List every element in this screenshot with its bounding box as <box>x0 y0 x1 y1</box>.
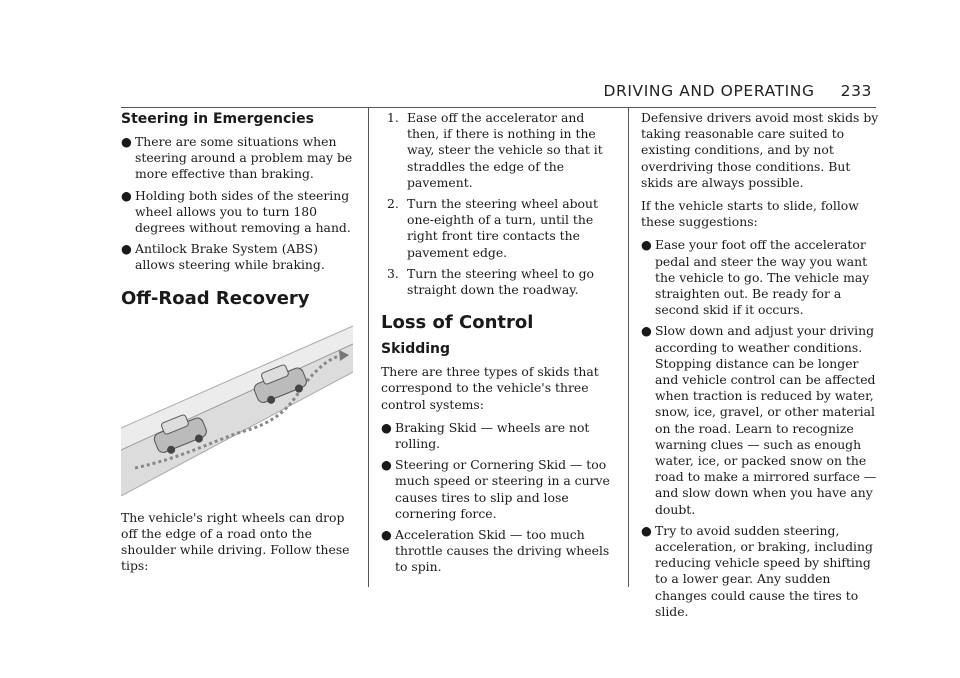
bullet-icon: ● <box>381 527 392 543</box>
list-item: ● Slow down and adjust your driving according to weather conditions. Stopping distance can be longer and vehicle control can be affected when traction is reduced by water, snow, ice, gravel, or other material on the road. Learn to recognize warning clues — such as enough water, ice, or packed snow on the road to make a mirrored surface — and slow down when you have any doubt. <box>641 323 877 517</box>
page-header <box>603 82 872 100</box>
step-number: 3. <box>387 265 399 281</box>
list-item: ● Acceleration Skid — too much throttle causes the driving wheels to spin. <box>381 527 610 575</box>
bullet-list <box>641 237 879 620</box>
heading-skidding: Skidding <box>381 341 451 358</box>
paragraph: The vehicle's right wheels can drop off the edge of a road onto the shoulder while driving. Follow these tips: <box>121 509 350 574</box>
bullet-list <box>121 134 354 274</box>
list-item: ● There are some situations when steering around a problem may be more effective than braking. <box>121 134 353 182</box>
bullet-icon: ● <box>641 522 652 538</box>
section-title: DRIVING AND OPERATING <box>603 82 815 100</box>
off-road-recovery-illustration <box>121 320 353 496</box>
list-item: 2. Turn the steering wheel about one-eighth of a turn, until the right front tire contacts the pavement edge. <box>387 196 598 260</box>
bullet-icon: ● <box>641 237 652 253</box>
heading-loss-of-control: Loss of Control <box>381 312 534 334</box>
column-3 <box>641 110 879 625</box>
bullet-icon: ● <box>641 323 652 339</box>
column-divider <box>628 107 629 587</box>
bullet-list <box>381 420 613 576</box>
list-item: ● Holding both sides of the steering wheel allows you to turn 180 degrees without removing a hand. <box>121 187 351 236</box>
bullet-icon: ● <box>381 419 392 435</box>
list-item: 1. Ease off the accelerator and then, if there is nothing in the way, steer the vehicle so that it straddles the edge of the pavement. <box>387 110 603 190</box>
bullet-icon: ● <box>121 241 132 257</box>
list-item: ● Braking Skid — wheels are not rolling. <box>381 419 590 452</box>
step-number: 2. <box>387 196 399 212</box>
paragraph: If the vehicle starts to slide, follow these suggestions: <box>641 198 859 230</box>
column-1 <box>121 110 354 582</box>
header-rule <box>121 107 876 108</box>
list-item: 3. Turn the steering wheel to go straight down the roadway. <box>387 265 594 298</box>
numbered-list <box>381 110 613 298</box>
page-number: 233 <box>840 82 872 100</box>
list-item: ● Ease your foot off the accelerator pedal and steer the way you want the vehicle to go. The vehicle may straighten out. Be ready for a second skid if it occurs. <box>641 237 870 318</box>
paragraph: There are three types of skids that correspond to the vehicle's three control systems: <box>381 364 599 412</box>
paragraph: Defensive drivers avoid most skids by taking reasonable care suited to existing conditions, and by not overdriving those conditions. But skids are always possible. <box>641 110 879 190</box>
heading-steering-in-emergencies: Steering in Emergencies <box>121 111 314 127</box>
bullet-icon: ● <box>381 457 392 473</box>
column-2 <box>381 110 613 581</box>
list-item: ● Antilock Brake System (ABS) allows steering while braking. <box>121 241 325 273</box>
list-item: ● Steering or Cornering Skid — too much speed or steering in a curve causes tires to slip and lose cornering force. <box>381 457 610 521</box>
list-item: ● Try to avoid sudden steering, acceleration, or braking, including reducing vehicle speed by shifting to a lower gear. Any sudden changes could cause the tires to slide. <box>641 522 873 619</box>
bullet-icon: ● <box>121 187 132 203</box>
step-number: 1. <box>387 110 399 125</box>
heading-off-road-recovery: Off-Road Recovery <box>121 287 310 309</box>
bullet-icon: ● <box>121 134 132 149</box>
column-divider <box>368 107 369 587</box>
